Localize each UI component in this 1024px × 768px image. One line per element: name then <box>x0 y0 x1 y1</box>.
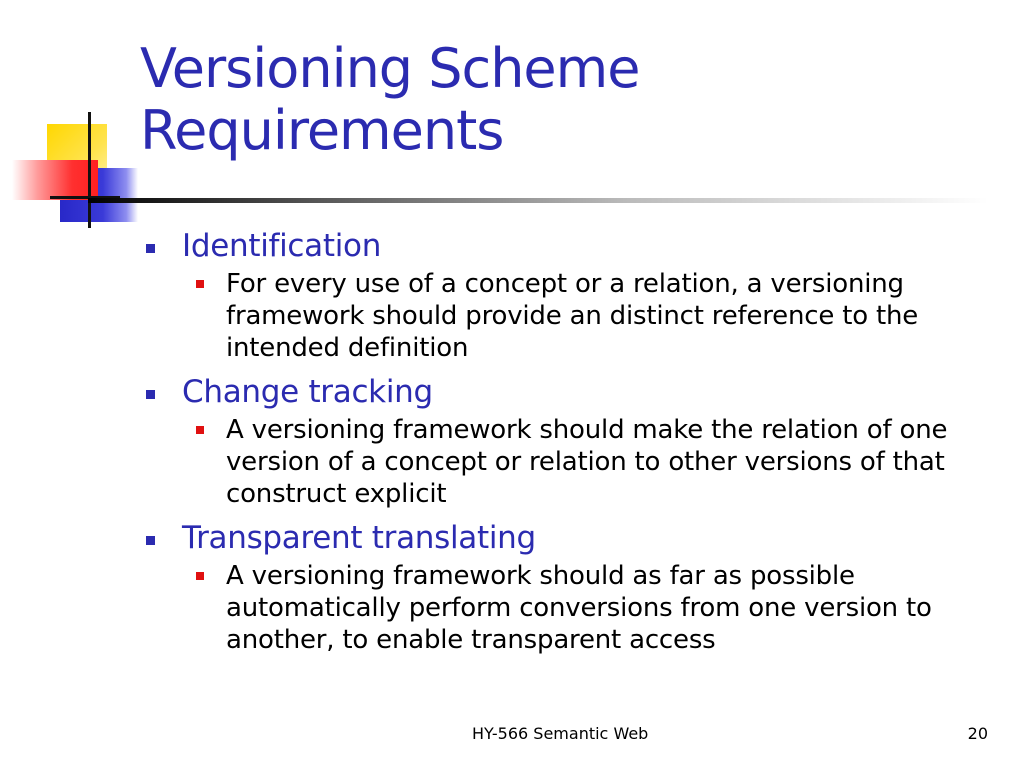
sub-bullet-change-tracking <box>226 414 986 510</box>
sub-bullet-text: For every use of a concept or a relation, a versioning framework should provide an distinct reference to the intended definition <box>226 269 919 363</box>
bullet-transparent-translating <box>140 518 1000 558</box>
square-bullet-icon <box>146 390 155 399</box>
bullet-label: Identification <box>182 228 382 264</box>
bullet-identification <box>140 226 1000 266</box>
sub-bullet-text: A versioning framework should as far as possible automatically perform conversions from one version to another, to enable transparent access <box>226 561 932 655</box>
square-bullet-icon <box>196 280 204 288</box>
slide-title <box>140 38 1000 162</box>
sub-bullet-identification <box>226 268 986 364</box>
square-bullet-icon <box>146 536 155 545</box>
logo-vertical-line <box>88 112 91 228</box>
bullet-change-tracking <box>140 372 1000 412</box>
square-bullet-icon <box>146 244 155 253</box>
sub-bullet-transparent-translating <box>226 560 986 656</box>
page-number: 20 <box>967 724 988 743</box>
footer-course-name: HY-566 Semantic Web <box>472 724 649 743</box>
bullet-label: Transparent translating <box>182 520 536 556</box>
slide-title-line-1: Versioning Scheme <box>140 37 640 100</box>
slide-body <box>140 226 1000 664</box>
square-bullet-icon <box>196 572 204 580</box>
square-bullet-icon <box>196 426 204 434</box>
logo-red-bar <box>12 160 98 200</box>
slide-title-line-2: Requirements <box>140 99 504 162</box>
bullet-label: Change tracking <box>182 374 433 410</box>
title-divider <box>88 198 988 203</box>
sub-bullet-text: A versioning framework should make the relation of one version of a concept or relation to other versions of that construct explicit <box>226 415 948 509</box>
